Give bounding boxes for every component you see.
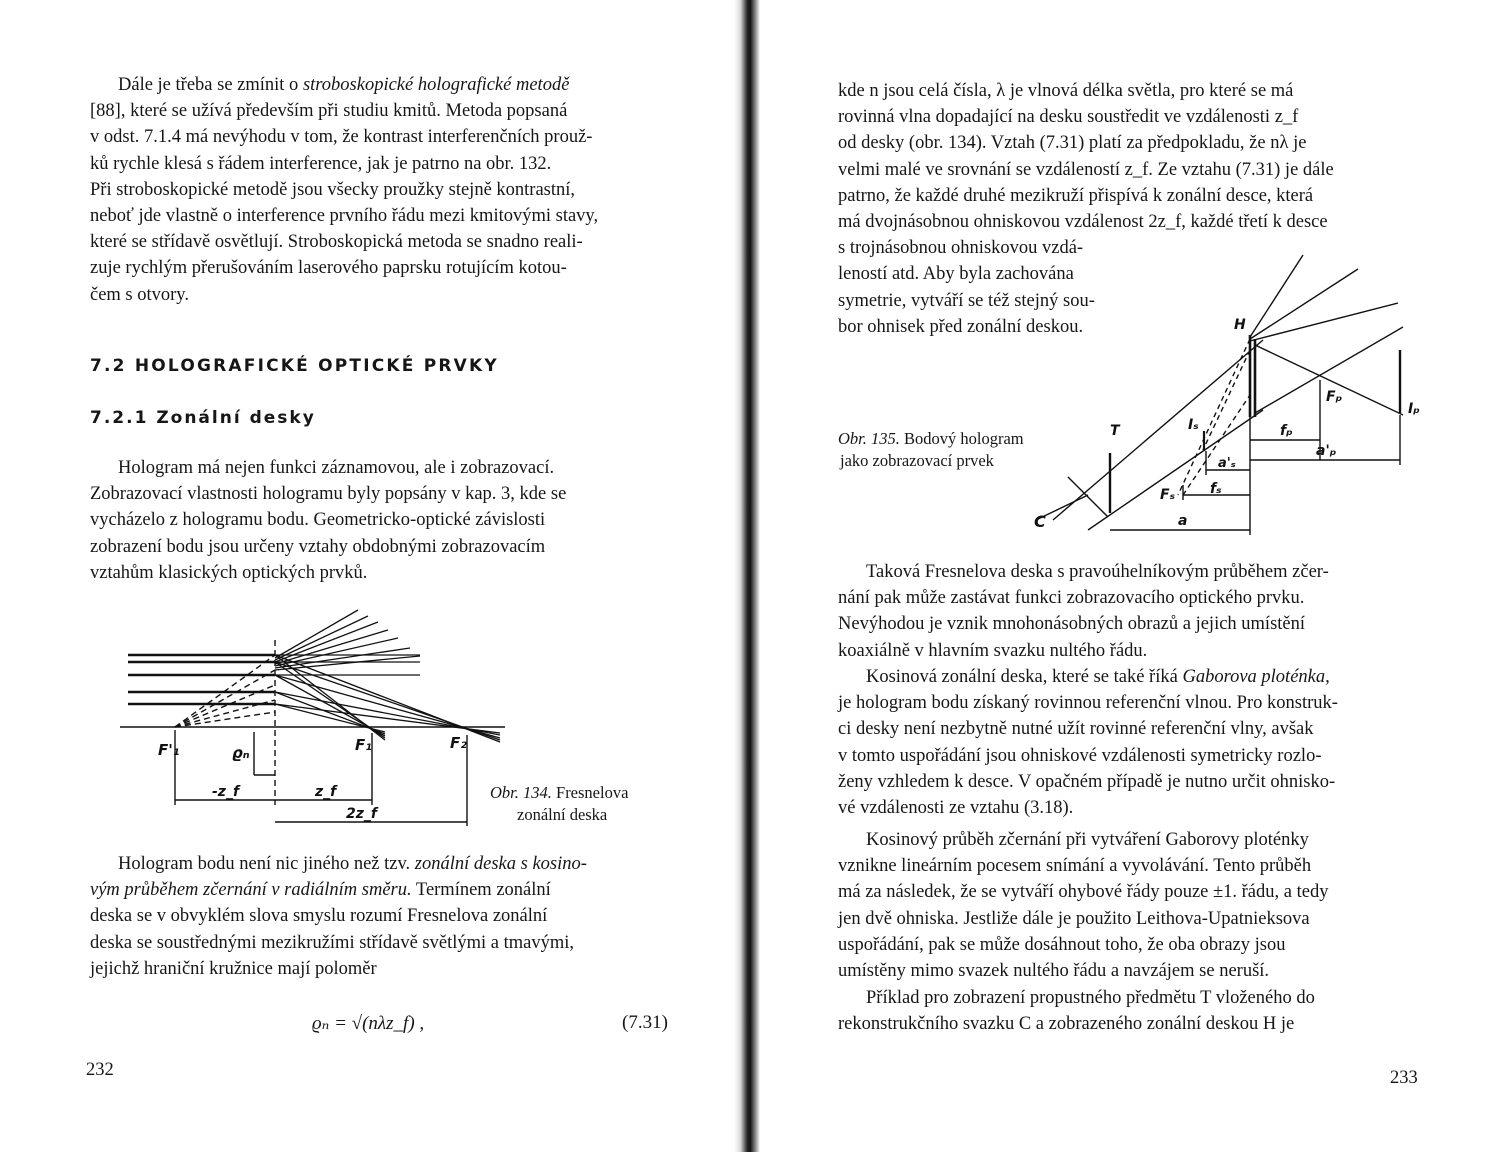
formula-7-31: ϱₙ = √(nλz_f) , (312, 1013, 425, 1034)
intro-paragraph (90, 72, 696, 308)
hologram-paragraph (90, 851, 680, 982)
focal-line-9: symetrie, vytváří se též stejný sou- (838, 290, 1095, 311)
gabor-line-4: v tomto uspořádání jsou ohniskové vzdálenosti symetricky rozlo- (838, 745, 1322, 766)
intro-line-1: Dále je třeba se zmínit o (118, 75, 303, 95)
label-Fp: Fₚ (1326, 389, 1343, 405)
gabor-line-6: vé vzdálenosti ze vztahu (3.18). (838, 798, 1074, 819)
fresnel-line-1: Taková Fresnelova deska s pravoúhelníkovým průběhem zčer- (866, 562, 1329, 582)
hologram-line-2-italic: vým průběhem zčernání v radiálním směru. (90, 880, 412, 901)
hologram-line-4: deska se soustřednými mezikružími střídavě světlými a tmavými, (90, 932, 574, 953)
label-a: a (1178, 513, 1188, 529)
figure-134-caption-text-2: zonální deska (517, 805, 608, 824)
gabor-line-2: je hologram bodu získaný rovinnou referenční vlnou. Pro konstruk- (838, 693, 1338, 714)
intro-line-4: ků rychle klesá s řádem interference, jak je patrno na obr. 132. (90, 153, 552, 174)
reconstruction-beam (1036, 340, 1263, 530)
focal-line-8: leností atd. Aby byla zachována (838, 264, 1074, 285)
cosine-line-1: Kosinový průběh zčernání při vytváření Gaborovy ploténky (866, 830, 1309, 850)
subsection-heading: 7.2.1 Zonální desky (90, 408, 316, 428)
figure-134-diagram (120, 600, 520, 830)
hologram-line-2-rest: Termínem zonální (411, 880, 551, 901)
gabor-line-1-start: Kosinová zonální deska, které se také říká (866, 667, 1183, 687)
example-paragraph (838, 985, 1424, 1037)
figure-135-caption-text-1: Bodový hologram (904, 429, 1024, 448)
incident-rays (128, 655, 275, 704)
figure-135-caption-text-2: jako zobrazovací prvek (840, 451, 994, 470)
zonal-line-1: Hologram má nejen funkci záznamovou, ale i zobrazovací. (118, 458, 555, 478)
intro-italic-term: stroboskopické holografické metodě (302, 75, 570, 95)
label-fs: fₛ (1210, 481, 1222, 497)
cosine-line-2: vznikne lineárním pocesem snímání a vyvolávání. Tento průběh (838, 856, 1312, 877)
gabor-paragraph (838, 664, 1424, 821)
zonal-paragraph (90, 455, 680, 586)
hologram-line-1-start: Hologram bodu není nic jiného než tzv. (118, 854, 415, 874)
label-two-zf: 2z_f (346, 806, 377, 822)
fresnel-line-2: nání pak může zastávat funkci zobrazovacího optického prvku. (838, 588, 1305, 609)
label-Ip: Iₚ (1408, 401, 1420, 417)
intro-line-9: čem s otvory. (90, 284, 189, 305)
label-Fs: Fₛ (1160, 487, 1175, 503)
page-number-left: 232 (86, 1060, 114, 1080)
cosine-line-3: má za následek, že se vytváří ohybové řády pouze ±1. řádu, a tedy (838, 882, 1329, 903)
book-gutter (734, 0, 760, 1152)
focal-line-6: má dvojnásobnou ohniskovou vzdálenost 2z_f, každé třetí k desce (838, 212, 1328, 233)
figure-134-caption-label: Obr. 134. (490, 783, 552, 802)
intro-line-5: Při stroboskopické metodě jsou všecky proužky stejně kontrastní, (90, 179, 576, 200)
label-as-prime: a'ₛ (1218, 456, 1236, 471)
intro-line-6: neboť jde vlastně o interference prvního řádu mezi kmitovými stavy, (90, 206, 599, 227)
label-f1-prime: F'₁ (158, 741, 180, 759)
zonal-line-5: vztahům klasických optických prvků. (90, 562, 368, 583)
label-rho: ϱₙ (232, 744, 250, 762)
cosine-line-4: jen dvě ohniska. Jestliže dále je použito Leithova-Upatnieksova (838, 908, 1310, 929)
left-page (0, 0, 748, 1152)
figure-135-caption-label: Obr. 135. (838, 429, 900, 448)
right-page (758, 0, 1506, 1152)
page-number-right: 233 (1390, 1068, 1418, 1088)
dimension-lines (175, 730, 467, 826)
label-T: T (1110, 423, 1120, 439)
hologram-line-3: deska se v obvyklém slova smyslu rozumí Fresnelova zonální (90, 906, 548, 927)
cosine-line-6: umístěny mimo svazek nultého řádu a navzájem se neruší. (838, 961, 1270, 982)
focal-line-2: rovinná vlna dopadající na desku soustředit ve vzdálenosti z_f (838, 107, 1299, 128)
label-Is: Iₛ (1188, 417, 1199, 433)
diffracted-rays (275, 610, 500, 742)
label-minus-zf: -z_f (212, 784, 240, 800)
zonal-line-4: zobrazení bodu jsou určeny vztahy obdobnými zobrazovacím (90, 536, 546, 557)
focal-line-10: bor ohnisek před zonální deskou. (838, 316, 1084, 337)
fresnel-paragraph (838, 559, 1424, 664)
focal-line-4: velmi malé ve srovnání se vzdáleností z_f. Ze vztahu (7.31) je dále (838, 159, 1334, 180)
label-C: C (1034, 512, 1046, 531)
focal-line-5: patrno, že každé druhé mezikruží přispívá k zonální desce, která (838, 185, 1314, 206)
section-heading: 7.2 HOLOGRAFICKÉ OPTICKÉ PRVKY (90, 356, 499, 376)
intro-line-3: v odst. 7.1.4 má nevýhodu v tom, že kontrast interferenčních prouž- (90, 127, 593, 148)
figure-135-diagram (1028, 255, 1428, 540)
gabor-line-1-italic: Gaborova ploténka, (1182, 667, 1330, 687)
label-f1: F₁ (355, 736, 372, 754)
example-line-1: Příklad pro zobrazení propustného předmětu T vloženého do (866, 988, 1315, 1008)
hologram-line-1-italic: zonální deska s kosino- (414, 854, 587, 874)
figure-134-caption (490, 782, 628, 826)
formula-number: (7.31) (622, 1012, 668, 1033)
zonal-line-3: vycházelo z hologramu bodu. Geometricko-optické závislosti (90, 510, 546, 531)
figure-135-caption (838, 428, 1024, 472)
hologram-H (1250, 335, 1255, 417)
gabor-line-5: ženy vzhledem k desce. V opačném případě je nutno určit ohnisko- (838, 771, 1336, 792)
example-line-2: rekonstrukčního svazku C a zobrazeného zonální deskou H je (838, 1014, 1295, 1035)
label-zf: z_f (315, 784, 337, 800)
hologram-line-5: jejichž hraniční kružnice mají poloměr (90, 958, 377, 979)
gabor-line-3: ci desky není nezbytně nutné užít rovinné referenční vlny, avšak (838, 719, 1314, 740)
label-fp: fₚ (1280, 423, 1293, 439)
focal-line-7: s trojnásobnou ohniskovou vzdá- (838, 238, 1084, 259)
intro-line-8: zuje rychlým přerušováním laserového paprsku rotujícím kotou- (90, 258, 567, 279)
cosine-line-5: uspořádání, pak se může dosáhnout toho, že oba obrazy jsou (838, 934, 1286, 955)
fresnel-line-3: Nevýhodou je vznik mnohonásobných obrazů a jejich umístění (838, 614, 1306, 635)
intro-line-2: [88], které se užívá především při studiu kmitů. Metoda popsaná (90, 101, 568, 122)
fresnel-line-4: koaxiálně v hlavním svazku nultého řádu. (838, 640, 1148, 661)
label-H: H (1234, 317, 1246, 333)
label-f2: F₂ (450, 734, 467, 752)
label-ap-prime: a'ₚ (1316, 443, 1337, 459)
focal-line-1: kde n jsou celá čísla, λ je vlnová délka světla, pro které se má (838, 81, 1294, 101)
dashed-virtual-rays (175, 640, 275, 805)
zonal-line-2: Zobrazovací vlastnosti hologramu byly popsány v kap. 3, kde se (90, 484, 567, 505)
intro-line-7: které se střídavě osvětlují. Stroboskopická metoda se snadno reali- (90, 232, 583, 253)
figure-134-caption-text-1: Fresnelova (556, 783, 629, 802)
focal-line-3: od desky (obr. 134). Vztah (7.31) platí za předpokladu, že nλ je (838, 133, 1307, 154)
cosine-paragraph (838, 827, 1424, 984)
